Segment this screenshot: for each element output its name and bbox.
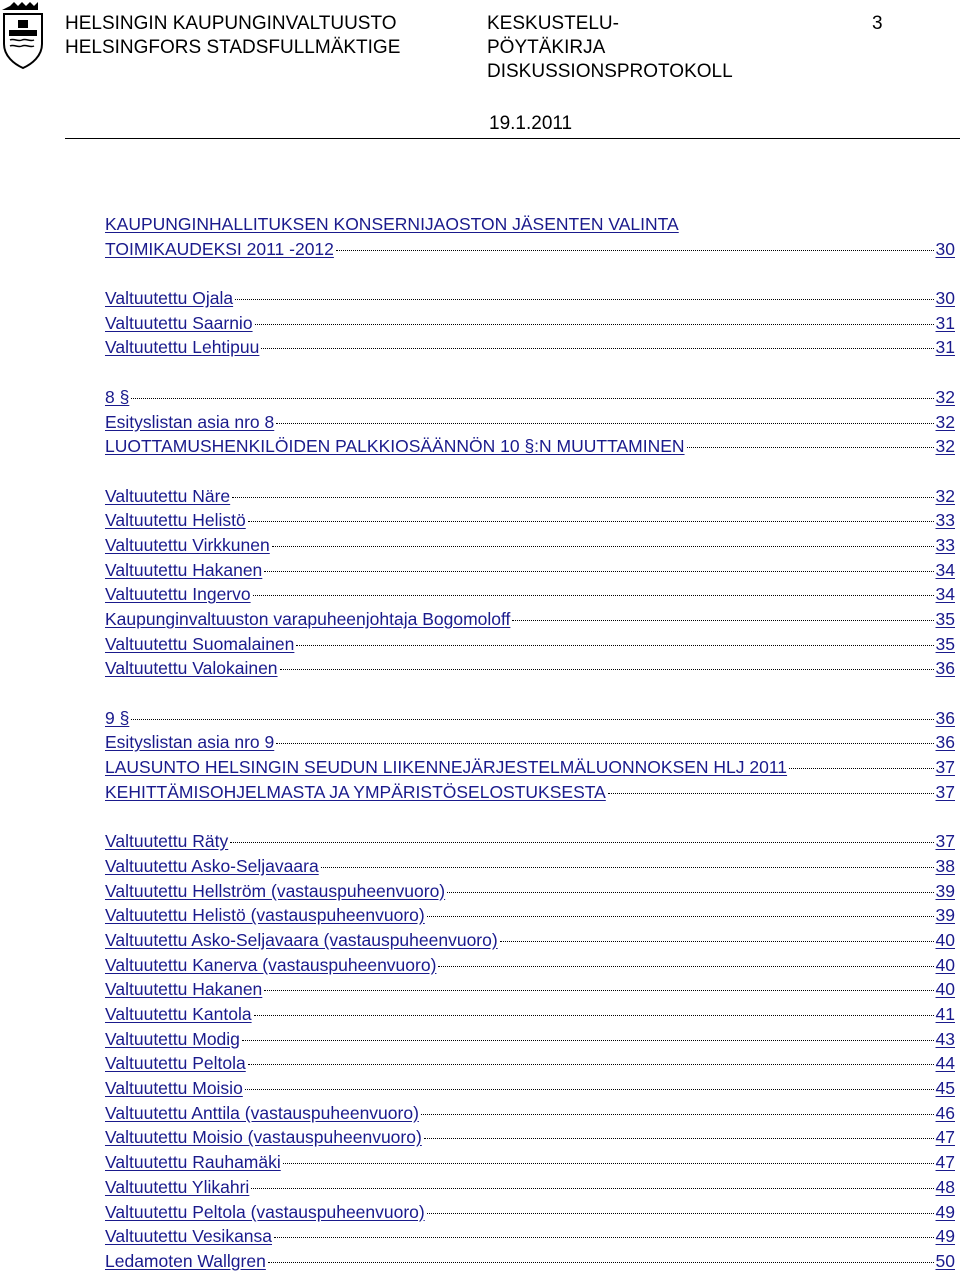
toc-entry-title[interactable]: Valtuutettu Helistö (vastauspuheenvuoro) bbox=[105, 905, 425, 926]
toc-entry-page[interactable]: 46 bbox=[935, 1102, 955, 1123]
header-divider bbox=[65, 138, 960, 139]
toc-entry-page[interactable]: 40 bbox=[935, 929, 955, 950]
toc-entry[interactable] bbox=[105, 434, 955, 459]
toc-dot-leader bbox=[261, 348, 933, 349]
toc-dot-leader bbox=[264, 571, 933, 572]
doc-type-line-3: DISKUSSIONSPROTOKOLL bbox=[487, 61, 733, 82]
toc-entry-title[interactable]: Valtuutettu Lehtipuu bbox=[105, 337, 260, 358]
toc-entry-page[interactable]: 31 bbox=[935, 337, 955, 358]
toc-entry-page[interactable]: 47 bbox=[935, 1127, 955, 1148]
toc-entry-page[interactable]: 49 bbox=[935, 1226, 955, 1247]
toc-entry-title[interactable]: Valtuutettu Peltola bbox=[105, 1053, 246, 1074]
toc-group bbox=[105, 286, 955, 360]
toc-entry[interactable] bbox=[105, 237, 955, 262]
toc-dot-leader bbox=[268, 1262, 934, 1263]
toc-entry-page[interactable]: 33 bbox=[935, 534, 955, 555]
toc-dot-leader bbox=[424, 1138, 934, 1139]
helsinki-crest-logo bbox=[0, 0, 46, 72]
toc-entry-page[interactable]: 30 bbox=[935, 288, 955, 309]
toc-entry-page[interactable]: 41 bbox=[935, 1004, 955, 1024]
toc-group bbox=[105, 706, 955, 805]
toc-dot-leader bbox=[283, 1163, 934, 1164]
toc-entry-title[interactable]: Valtuutettu Hellström (vastauspuheenvuoro) bbox=[105, 880, 446, 901]
toc-dot-leader bbox=[512, 620, 933, 621]
toc-entry[interactable] bbox=[105, 1150, 955, 1175]
toc-dot-leader bbox=[421, 1114, 934, 1115]
toc-entry[interactable] bbox=[105, 953, 955, 978]
toc-entry[interactable] bbox=[105, 755, 955, 780]
toc-entry-title[interactable]: Valtuutettu Rauhamäki bbox=[105, 1152, 281, 1173]
toc-dot-leader bbox=[230, 842, 933, 843]
toc-dot-leader bbox=[248, 1064, 934, 1065]
toc-entry[interactable] bbox=[105, 335, 955, 360]
toc-entry-page[interactable]: 45 bbox=[935, 1078, 955, 1099]
toc-entry-title[interactable]: 9 § bbox=[105, 707, 130, 728]
toc-dot-leader bbox=[272, 546, 934, 547]
toc-entry-title[interactable]: Valtuutettu Ojala bbox=[105, 288, 234, 309]
toc-dot-leader bbox=[427, 916, 934, 917]
table-of-contents bbox=[105, 212, 955, 1274]
toc-entry-page[interactable]: 39 bbox=[935, 905, 955, 926]
toc-entry[interactable] bbox=[105, 1175, 955, 1200]
toc-dot-leader bbox=[438, 966, 933, 967]
toc-dot-leader bbox=[264, 990, 933, 991]
toc-entry-title[interactable]: TOIMIKAUDEKSI 2011 -2012 bbox=[105, 238, 334, 259]
toc-entry[interactable] bbox=[105, 706, 955, 731]
toc-entry[interactable] bbox=[105, 558, 955, 583]
toc-entry-page[interactable]: 33 bbox=[935, 510, 955, 531]
toc-entry[interactable] bbox=[105, 854, 955, 879]
toc-entry-title[interactable]: Valtuutettu Asko-Seljavaara bbox=[105, 855, 319, 876]
toc-entry-page[interactable]: 34 bbox=[935, 584, 955, 605]
toc-entry[interactable] bbox=[105, 928, 955, 953]
toc-entry-page[interactable]: 32 bbox=[935, 485, 955, 506]
toc-entry[interactable] bbox=[105, 903, 955, 928]
toc-entry[interactable] bbox=[105, 1101, 955, 1126]
header-organization bbox=[65, 12, 400, 60]
toc-dot-leader bbox=[336, 250, 934, 251]
toc-entry-page[interactable]: 43 bbox=[935, 1028, 955, 1049]
toc-entry-page[interactable]: 36 bbox=[935, 707, 955, 728]
toc-dot-leader bbox=[245, 1089, 934, 1090]
toc-dot-leader bbox=[255, 324, 934, 325]
toc-entry-page[interactable]: 32 bbox=[935, 411, 955, 432]
toc-entry[interactable] bbox=[105, 632, 955, 657]
toc-entry[interactable] bbox=[105, 656, 955, 681]
toc-entry-page[interactable]: 40 bbox=[935, 979, 955, 1000]
toc-entry-page[interactable]: 47 bbox=[935, 1152, 955, 1173]
toc-dot-leader bbox=[789, 768, 933, 769]
toc-entry-title[interactable]: Valtuutettu Moisio (vastauspuheenvuoro) bbox=[105, 1127, 422, 1148]
toc-entry-title[interactable]: Valtuutettu Peltola (vastauspuheenvuoro) bbox=[105, 1201, 425, 1222]
toc-entry[interactable] bbox=[105, 311, 955, 336]
toc-entry-title[interactable]: Valtuutettu Asko-Seljavaara (vastauspuheenvuoro) bbox=[105, 929, 498, 950]
toc-dot-leader bbox=[254, 1015, 934, 1016]
toc-group bbox=[105, 212, 955, 261]
toc-entry-page[interactable]: 35 bbox=[935, 633, 955, 654]
toc-entry[interactable] bbox=[105, 977, 955, 1002]
toc-entry[interactable] bbox=[105, 1076, 955, 1101]
toc-dot-leader bbox=[232, 497, 933, 498]
toc-entry-title[interactable]: LUOTTAMUSHENKILÖIDEN PALKKIOSÄÄNNÖN 10 §:N MUUTTAMINEN bbox=[105, 436, 685, 457]
toc-entry-title[interactable]: Valtuutettu Vesikansa bbox=[105, 1226, 273, 1247]
toc-entry-title[interactable]: Valtuutettu Valokainen bbox=[105, 658, 278, 679]
toc-entry-title[interactable]: Valtuutettu Näre bbox=[105, 485, 231, 506]
toc-entry-page[interactable]: 38 bbox=[935, 855, 955, 876]
toc-entry-title[interactable]: KEHITTÄMISOHJELMASTA JA YMPÄRISTÖSELOSTUKSESTA bbox=[105, 781, 606, 802]
toc-entry-page[interactable]: 30 bbox=[935, 238, 955, 259]
toc-dot-leader bbox=[274, 1237, 934, 1238]
toc-dot-leader bbox=[608, 793, 934, 794]
toc-entry-title[interactable]: Valtuutettu Kanerva (vastauspuheenvuoro) bbox=[105, 954, 437, 975]
toc-dot-leader bbox=[248, 521, 934, 522]
toc-entry-title[interactable]: Valtuutettu Helistö bbox=[105, 510, 246, 531]
toc-group bbox=[105, 829, 955, 1273]
toc-entry[interactable] bbox=[105, 1249, 955, 1274]
doc-type-line-1: KESKUSTELU- bbox=[487, 13, 619, 34]
toc-entry-page[interactable]: 36 bbox=[935, 658, 955, 679]
toc-entry[interactable] bbox=[105, 1002, 955, 1027]
toc-entry[interactable] bbox=[105, 1224, 955, 1249]
toc-entry-page[interactable]: 49 bbox=[935, 1201, 955, 1222]
toc-entry[interactable] bbox=[105, 1027, 955, 1052]
toc-entry-title[interactable]: Valtuutettu Ylikahri bbox=[105, 1176, 250, 1197]
toc-dot-leader bbox=[253, 595, 934, 596]
toc-entry-page[interactable]: 35 bbox=[935, 609, 955, 629]
toc-entry-title[interactable]: Valtuutettu Modig bbox=[105, 1028, 240, 1049]
toc-entry-title[interactable]: Valtuutettu Kantola bbox=[105, 1004, 252, 1024]
toc-entry[interactable] bbox=[105, 484, 955, 509]
toc-entry-page[interactable]: 37 bbox=[935, 831, 955, 852]
toc-entry-page[interactable]: 34 bbox=[935, 559, 955, 580]
toc-entry[interactable] bbox=[105, 829, 955, 854]
toc-entry-title[interactable]: Ledamoten Wallgren bbox=[105, 1250, 266, 1271]
toc-entry-title[interactable]: Valtuutettu Räty bbox=[105, 831, 229, 852]
toc-entry[interactable] bbox=[105, 607, 955, 632]
toc-entry[interactable] bbox=[105, 879, 955, 904]
toc-entry-page[interactable]: 37 bbox=[935, 757, 955, 778]
toc-dot-leader bbox=[251, 1188, 933, 1189]
toc-entry-page[interactable]: 36 bbox=[935, 732, 955, 753]
toc-entry-title[interactable]: Esityslistan asia nro 9 bbox=[105, 732, 275, 753]
document-date: 19.1.2011 bbox=[489, 113, 573, 134]
doc-type-line-2: PÖYTÄKIRJA bbox=[487, 37, 606, 58]
toc-dot-leader bbox=[427, 1213, 934, 1214]
header-document-type bbox=[487, 12, 733, 84]
toc-entry-page[interactable]: 40 bbox=[935, 954, 955, 975]
toc-entry-title[interactable]: Valtuutettu Hakanen bbox=[105, 979, 263, 1000]
toc-entry[interactable] bbox=[105, 582, 955, 607]
toc-entry-title[interactable]: Valtuutettu Saarnio bbox=[105, 312, 253, 333]
toc-entry[interactable] bbox=[105, 385, 955, 410]
page-number: 3 bbox=[872, 13, 883, 34]
toc-entry-title[interactable]: Esityslistan asia nro 8 bbox=[105, 411, 275, 432]
toc-entry-title[interactable]: Valtuutettu Hakanen bbox=[105, 559, 263, 580]
toc-dot-leader bbox=[276, 423, 933, 424]
toc-entry[interactable] bbox=[105, 730, 955, 755]
toc-dot-leader bbox=[280, 669, 934, 670]
toc-entry[interactable] bbox=[105, 780, 955, 805]
toc-entry[interactable] bbox=[105, 533, 955, 558]
toc-dot-leader bbox=[447, 892, 933, 893]
toc-entry-title[interactable]: Valtuutettu Anttila (vastauspuheenvuoro) bbox=[105, 1102, 419, 1123]
toc-dot-leader bbox=[242, 1040, 934, 1041]
toc-entry-page[interactable]: 50 bbox=[935, 1250, 955, 1271]
toc-dot-leader bbox=[131, 719, 933, 720]
toc-entry[interactable] bbox=[105, 1200, 955, 1225]
toc-dot-leader bbox=[321, 867, 934, 868]
toc-entry-page[interactable]: 32 bbox=[935, 386, 955, 407]
toc-entry-title[interactable]: Kaupunginvaltuuston varapuheenjohtaja Bogomoloff bbox=[105, 609, 511, 629]
toc-entry-page[interactable]: 44 bbox=[935, 1053, 955, 1074]
toc-entry-title[interactable]: Valtuutettu Ingervo bbox=[105, 584, 251, 605]
toc-group bbox=[105, 385, 955, 459]
toc-entry-title[interactable]: Valtuutettu Virkkunen bbox=[105, 534, 270, 555]
toc-entry-page[interactable]: 31 bbox=[935, 312, 955, 333]
toc-dot-leader bbox=[687, 447, 934, 448]
toc-entry[interactable] bbox=[105, 286, 955, 311]
toc-entry[interactable] bbox=[105, 212, 955, 237]
toc-entry[interactable] bbox=[105, 1125, 955, 1150]
toc-entry[interactable] bbox=[105, 1051, 955, 1076]
toc-dot-leader bbox=[500, 941, 934, 942]
toc-entry-title[interactable]: Valtuutettu Suomalainen bbox=[105, 633, 295, 654]
org-name-finnish: HELSINGIN KAUPUNGINVALTUUSTO bbox=[65, 13, 397, 34]
toc-entry-title[interactable]: LAUSUNTO HELSINGIN SEUDUN LIIKENNEJÄRJESTELMÄLUONNOKSEN HLJ 2011 bbox=[105, 757, 788, 778]
toc-entry-title[interactable]: 8 § bbox=[105, 386, 130, 407]
toc-dot-leader bbox=[131, 398, 933, 399]
toc-dot-leader bbox=[235, 299, 933, 300]
toc-group bbox=[105, 484, 955, 682]
toc-dot-leader bbox=[276, 743, 933, 744]
toc-entry-page[interactable]: 39 bbox=[935, 880, 955, 901]
toc-entry[interactable] bbox=[105, 508, 955, 533]
toc-entry-title[interactable]: KAUPUNGINHALLITUKSEN KONSERNIJAOSTON JÄSENTEN VALINTA bbox=[105, 214, 679, 234]
toc-entry-title[interactable]: Valtuutettu Moisio bbox=[105, 1078, 243, 1099]
org-name-swedish: HELSINGFORS STADSFULLMÄKTIGE bbox=[65, 37, 401, 58]
toc-entry-page[interactable]: 32 bbox=[935, 436, 955, 457]
toc-entry-page[interactable]: 48 bbox=[935, 1176, 955, 1197]
toc-entry[interactable] bbox=[105, 410, 955, 435]
toc-entry-page[interactable]: 37 bbox=[935, 781, 955, 802]
toc-dot-leader bbox=[296, 645, 933, 646]
